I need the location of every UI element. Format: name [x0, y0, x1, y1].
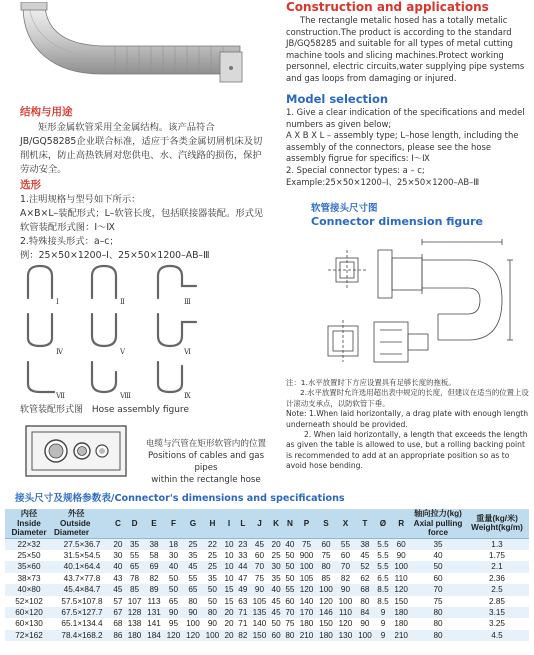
table-cell: 35 [411, 538, 465, 550]
table-cell: 82 [144, 573, 163, 584]
table-cell: 60 [391, 538, 411, 550]
table-cell: 50 [283, 573, 297, 584]
assembly-label-3: Ⅲ [184, 298, 191, 306]
table-cell: 60 [283, 596, 297, 607]
note-cn-2: 2.水平放置时允许选用超出表中规定的长度，但建议在适当的位置上设计滚动支承点，以防软管下垂。 [286, 388, 529, 408]
table-cell: 69 [144, 561, 163, 572]
table-cell: 22×32 [5, 538, 53, 550]
table-cell: 80 [411, 618, 465, 629]
col-letter: D [125, 509, 144, 538]
table-cell: 35 [125, 538, 144, 550]
table-cell: 90 [336, 584, 355, 595]
model-selection-title-cn: 选形 [20, 179, 41, 191]
table-cell: 45 [250, 538, 269, 550]
table-cell: 65 [164, 596, 183, 607]
table-cell: 52×102 [5, 596, 53, 607]
table-cell: 45 [269, 596, 283, 607]
table-cell: 55 [283, 584, 297, 595]
construction-title-cn: 结构与用途 [20, 106, 73, 118]
position-caption-cn: 电缆与汽管在矩形软管内的位置 [145, 439, 267, 449]
table-cell: 90 [183, 607, 202, 618]
table-cell: 90 [203, 618, 222, 629]
model-line1-en: 1. Give a clear indication of the specifications and medel numbers as given below; [286, 107, 525, 129]
table-cell: 35 [203, 573, 222, 584]
table-cell: 20 [222, 630, 236, 641]
table-cell: 131 [144, 607, 163, 618]
table-cell: 63 [236, 596, 250, 607]
col-letter: F [164, 509, 183, 538]
table-cell: 68 [111, 618, 125, 629]
spec-table-title: 接头尺寸及规格参数表/Connector's dimensions and specifications [15, 493, 345, 504]
table-cell: 15 [222, 584, 236, 595]
table-cell: 120 [391, 584, 411, 595]
table-cell: 30 [111, 550, 125, 561]
table-cell: 50 [411, 561, 465, 572]
table-cell: 135 [250, 607, 269, 618]
table-cell: 60 [250, 550, 269, 561]
product-photo [15, 2, 250, 90]
table-cell: 2.5 [465, 584, 529, 595]
col-letter: J [250, 509, 269, 538]
table-cell: 43 [111, 573, 125, 584]
table-cell: 120 [183, 630, 202, 641]
table-cell: 100 [297, 561, 316, 572]
table-cell: 47 [236, 573, 250, 584]
note-en-1: Note: 1.When laid horizontally, a drag plate with enough length underneath should be provided. [286, 409, 529, 429]
table-cell: 82 [336, 573, 355, 584]
table-cell: 67 [111, 607, 125, 618]
col-letter: P [297, 509, 316, 538]
col-weight-en: Weight(kg/m) [471, 523, 523, 533]
table-cell: 180 [391, 607, 411, 618]
table-cell: 75 [316, 550, 335, 561]
table-cell: 5.5 [375, 561, 392, 572]
table-cell: 86 [111, 630, 125, 641]
table-row [5, 596, 529, 607]
table-cell: 65 [125, 561, 144, 572]
table-cell: 25 [203, 561, 222, 572]
table-cell: 55 [125, 550, 144, 561]
table-cell: 89 [144, 584, 163, 595]
table-cell: 57 [111, 596, 125, 607]
col-outside-en1: Outside [60, 518, 91, 528]
table-cell: 52 [355, 561, 374, 572]
table-cell: 57.5×107.8 [53, 596, 111, 607]
table-cell: 5.5 [375, 550, 392, 561]
table-cell: 110 [391, 573, 411, 584]
table-cell: 8.5 [375, 596, 392, 607]
table-cell: 82 [236, 630, 250, 641]
table-cell: 90 [355, 618, 374, 629]
note-cn-1: 注：1.水平放置时下方应设置具有足够长度的拖板。 [286, 378, 456, 387]
table-cell: 80 [283, 630, 297, 641]
table-cell: 180 [125, 630, 144, 641]
table-cell: 2.36 [465, 573, 529, 584]
table-cell: 44 [236, 561, 250, 572]
assembly-label-6: Ⅵ [184, 348, 192, 356]
construction-title-en: Construction and applications [286, 0, 489, 14]
table-cell: 70 [283, 607, 297, 618]
table-cell: 80 [183, 596, 202, 607]
table-cell: 75 [411, 596, 465, 607]
table-cell: 45.4×84.7 [53, 584, 111, 595]
table-cell: 84 [355, 607, 374, 618]
table-cell: 120 [336, 618, 355, 629]
col-letter: H [203, 509, 222, 538]
table-cell: 45 [111, 584, 125, 595]
assembly-label-5: Ⅴ [120, 348, 126, 356]
table-cell: 95 [164, 618, 183, 629]
table-cell: 40.1×64.4 [53, 561, 111, 572]
table-cell: 40 [411, 550, 465, 561]
table-cell: 6.5 [375, 573, 392, 584]
table-cell: 4.5 [465, 630, 529, 641]
table-cell: 105 [297, 573, 316, 584]
connector-dimension-drawing [318, 230, 518, 370]
col-letter: T [355, 509, 374, 538]
table-cell: 27.5×36.7 [53, 538, 111, 550]
col-letter: R [391, 509, 411, 538]
table-cell: 120 [297, 584, 316, 595]
table-row [5, 618, 529, 629]
table-cell: 138 [125, 618, 144, 629]
table-cell: 18 [164, 538, 183, 550]
table-cell: 60 [336, 550, 355, 561]
model-line4-en: Example:25×50×1200–Ⅰ、25×50×1200–AB–Ⅲ [286, 176, 480, 187]
table-cell: 50 [203, 596, 222, 607]
hose-assembly-figure [20, 262, 210, 402]
connector-title-cn: 软管接头尺寸图 [311, 203, 378, 214]
model-line2-en: A X B X L – assembly type; L–hose length, including the assembly of the connectors, please see the hose assembly figrue for specifics: Ⅰ～Ⅸ [286, 130, 519, 164]
table-cell: 25×50 [5, 550, 53, 561]
col-inside-en1: Inside [17, 518, 41, 528]
col-inside-cn: 内径 [20, 509, 38, 518]
table-cell: 1.75 [465, 550, 529, 561]
assembly-label-2: Ⅱ [120, 298, 125, 306]
table-cell: 78 [125, 573, 144, 584]
table-cell: 130 [336, 630, 355, 641]
assembly-label-1: Ⅰ [56, 298, 59, 306]
table-cell: 35 [183, 550, 202, 561]
assembly-label-9: Ⅸ [184, 392, 191, 400]
table-cell: 100 [391, 561, 411, 572]
table-cell: 58 [144, 550, 163, 561]
table-row [5, 550, 529, 561]
col-outside-en2: Diameter [54, 528, 90, 537]
table-cell: 141 [144, 618, 163, 629]
table-cell: 100 [316, 584, 335, 595]
table-cell: 43.7×77.8 [53, 573, 111, 584]
spec-table [5, 509, 529, 641]
table-row [5, 584, 529, 595]
table-cell: 107 [125, 596, 144, 607]
table-cell: 50 [283, 550, 297, 561]
table-cell: 60×120 [5, 607, 53, 618]
table-cell: 40 [269, 584, 283, 595]
table-row [5, 630, 529, 641]
table-cell: 105 [250, 596, 269, 607]
table-cell: 75 [250, 573, 269, 584]
table-cell: 40 [283, 538, 297, 550]
assembly-label-7: Ⅶ [56, 392, 66, 400]
table-cell: 75 [283, 618, 297, 629]
position-caption-en2: within the rectangle hose [151, 475, 261, 485]
table-cell: 20 [269, 538, 283, 550]
table-cell: 45 [355, 550, 374, 561]
table-cell: 23 [236, 538, 250, 550]
table-cell: 70 [411, 584, 465, 595]
table-cell: 50 [283, 561, 297, 572]
table-cell: 80 [316, 561, 335, 572]
table-cell: 72×162 [5, 630, 53, 641]
table-cell: 50 [269, 618, 283, 629]
table-cell: 62 [355, 573, 374, 584]
table-cell: 150 [316, 618, 335, 629]
table-cell: 31.5×54.5 [53, 550, 111, 561]
table-cell: 3.25 [465, 618, 529, 629]
col-letter: X [336, 509, 355, 538]
table-cell: 8.5 [375, 584, 392, 595]
col-inside-en2: Diameter [11, 528, 47, 537]
table-cell: 3.15 [465, 607, 529, 618]
position-caption-en1: Positions of cables and gas pipes [147, 451, 265, 473]
table-cell: 35 [269, 573, 283, 584]
table-cell: 113 [144, 596, 163, 607]
table-cell: 20 [111, 538, 125, 550]
model-line4-cn: 例：25×50×1200–Ⅰ、25×50×1200–AB–Ⅲ [20, 250, 210, 261]
table-cell: 140 [297, 596, 316, 607]
table-row [5, 538, 529, 550]
table-cell: 20 [222, 618, 236, 629]
table-cell: 110 [336, 607, 355, 618]
col-outside-cn: 外径 [68, 509, 85, 518]
table-cell: 90 [391, 550, 411, 561]
construction-text-cn: 矩形金属软管采用全金属结构。该产品符合JB/GQ58285企业联合标准，适应于各类金属切屑机床及切削机床，防止高热铁屑对您供电、水、汽线路的损伤，保护劳动安全。 [20, 122, 263, 175]
table-cell: 140 [250, 618, 269, 629]
table-cell: 35×60 [5, 561, 53, 572]
table-cell: 1.3 [465, 538, 529, 550]
table-cell: 75 [297, 538, 316, 550]
table-cell: 65 [183, 584, 202, 595]
table-cell: 45 [269, 607, 283, 618]
table-cell: 210 [391, 630, 411, 641]
table-cell: 180 [297, 618, 316, 629]
table-cell: 50 [164, 573, 183, 584]
col-letter: C [111, 509, 125, 538]
assembly-label-8: Ⅷ [120, 392, 132, 400]
table-cell: 150 [250, 630, 269, 641]
assembly-caption-en: Hose assembly figure [91, 405, 189, 415]
table-row [5, 573, 529, 584]
col-letter: Ø [375, 509, 392, 538]
table-cell: 146 [316, 607, 335, 618]
table-cell: 30 [164, 550, 183, 561]
table-cell: 70 [336, 561, 355, 572]
connector-title-en: Connector dimension figure [311, 215, 484, 228]
table-cell: 65.1×134.4 [53, 618, 111, 629]
col-force-en2: force [427, 528, 449, 537]
table-cell: 210 [297, 630, 316, 641]
model-line2-cn: A×B×L–装配形式；L–软管长度，包括联接器装配。形式见软管装配形式图：Ⅰ～Ⅸ [20, 208, 264, 233]
col-letter: I [222, 509, 236, 538]
table-row [5, 607, 529, 618]
table-cell: 49 [236, 584, 250, 595]
table-cell: 50 [203, 584, 222, 595]
col-force-en1: Axial pulling [413, 518, 463, 528]
table-cell: 2.85 [465, 596, 529, 607]
table-cell: 90 [164, 607, 183, 618]
table-cell: 80 [203, 607, 222, 618]
table-cell: 128 [125, 607, 144, 618]
table-cell: 33 [236, 550, 250, 561]
table-cell: 55 [336, 538, 355, 550]
col-letter: K [269, 509, 283, 538]
table-cell: 150 [391, 596, 411, 607]
table-cell: 120 [316, 596, 335, 607]
table-cell: 38 [144, 538, 163, 550]
model-line3-en: 2. Special connector types: a – c; [286, 164, 425, 175]
table-cell: 100 [183, 618, 202, 629]
table-cell: 80 [411, 607, 465, 618]
table-cell: 120 [164, 630, 183, 641]
table-cell: 85 [125, 584, 144, 595]
table-cell: 25 [183, 538, 202, 550]
col-letter: N [283, 509, 297, 538]
table-cell: 90 [250, 584, 269, 595]
table-cell: 15 [222, 596, 236, 607]
table-cell: 40×80 [5, 584, 53, 595]
table-cell: 68 [355, 584, 374, 595]
table-cell: 60 [269, 630, 283, 641]
table-cell: 50 [164, 584, 183, 595]
hose-section-figure [22, 420, 130, 482]
table-cell: 38×73 [5, 573, 53, 584]
col-force-cn: 轴向拉力(kg) [414, 509, 462, 518]
note-en-2: 2. When laid horizontally, a length that exceeds the length as given the table is allowed to use, but a rolling backing point is recommended to add at an appropriate position so as to avoid hose bending. [286, 430, 528, 471]
table-cell: 10 [222, 538, 236, 550]
table-cell: 38 [355, 538, 374, 550]
table-cell: 78.4×168.2 [53, 630, 111, 641]
table-cell: 60×130 [5, 618, 53, 629]
table-cell: 40 [111, 561, 125, 572]
table-row [5, 561, 529, 572]
table-cell: 71 [236, 607, 250, 618]
col-letter: L [236, 509, 250, 538]
table-cell: 60 [411, 573, 465, 584]
model-line1-cn: 1.注明规格与型号如下所示： [20, 194, 141, 205]
table-cell: 80 [355, 596, 374, 607]
col-letter: G [183, 509, 202, 538]
construction-text-en: The rectangle metalic hosed has a totally metalic construction.The product is according to the standard JB/GQ58285 and suitable for all types of metal cutting machine tools and slicing machines.Protect working personnel, electric circuits,water supplying pipe systems and gas loops from damaging or injured. [286, 15, 525, 83]
table-cell: 25 [203, 550, 222, 561]
table-cell: 40 [164, 561, 183, 572]
table-cell: 67.5×127.7 [53, 607, 111, 618]
table-cell: 70 [250, 561, 269, 572]
table-cell: 170 [297, 607, 316, 618]
table-cell: 100 [203, 630, 222, 641]
table-cell: 71 [236, 618, 250, 629]
table-cell: 180 [391, 618, 411, 629]
table-cell: 100 [355, 630, 374, 641]
table-cell: 5.5 [375, 538, 392, 550]
assembly-label-4: Ⅳ [56, 348, 63, 356]
assembly-caption-cn: 软管装配形式图 [20, 405, 84, 415]
table-cell: 60 [316, 538, 335, 550]
table-cell: 100 [336, 596, 355, 607]
table-cell: 80 [411, 630, 465, 641]
table-cell: 184 [144, 630, 163, 641]
table-cell: 10 [222, 573, 236, 584]
table-cell: 55 [183, 573, 202, 584]
table-cell: 900 [297, 550, 316, 561]
model-selection-title-en: Model selection [286, 92, 389, 106]
model-line3-cn: 2.特殊接头形式：a–c； [20, 236, 119, 247]
table-cell: 9 [375, 607, 392, 618]
table-cell: 9 [375, 618, 392, 629]
table-cell: 85 [316, 573, 335, 584]
table-cell: 9 [375, 630, 392, 641]
table-cell: 10 [222, 550, 236, 561]
col-weight-cn: 重量(kg/米) [476, 513, 518, 523]
col-letter: E [144, 509, 163, 538]
table-cell: 180 [316, 630, 335, 641]
col-letter: S [316, 509, 335, 538]
table-cell: 45 [183, 561, 202, 572]
table-cell: 30 [269, 561, 283, 572]
table-cell: 10 [222, 561, 236, 572]
table-cell: 22 [203, 538, 222, 550]
table-cell: 25 [269, 550, 283, 561]
table-cell: 2.1 [465, 561, 529, 572]
table-cell: 20 [222, 607, 236, 618]
